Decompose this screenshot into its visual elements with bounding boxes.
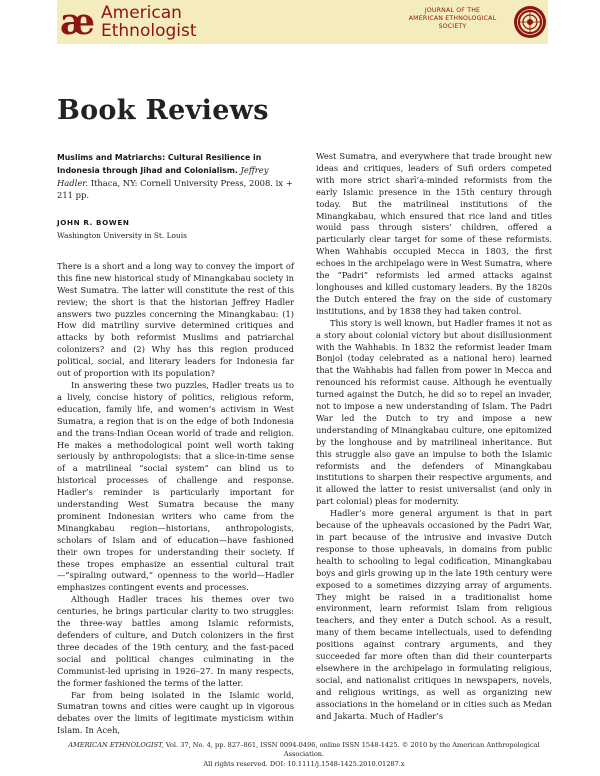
left-paragraph-3: Although Hadler traces his themes over two centuries, he brings particular clarity to two struggles: the three-way battles among Islamic reformists, defenders of culture, and Dutch colonizers in the first three decades of the 19th century, and the fast-paced social and political changes culminating in the Communist-led uprising in 1926–27. In many respects, the former fashioned the terms of the latter. — [57, 594, 294, 688]
society-caption — [395, 7, 510, 31]
book-publication: Ithaca, NY: Cornell University Press, 2008. ix + 211 pp. — [57, 178, 293, 200]
right-paragraph-1: West Sumatra, and everywhere that trade brought new ideas and critiques, leaders of Sufi orders competed with more strict sharī‘a-minded reformists from the early Islamic presence in the 15th century through today. But the matrilineal institutions of the Minangkabau, which ensured that rice land and titles would pass through sisters’ children, offered a particularly clear target for some of these reformists. When Wahhabis occupied Mecca in 1803, the first echoes in the archipelago were in West Sumatra, where the “Padri” reformists led armed attacks against longhouses and killed customary leaders. By the 1820s the Dutch entered the fray on the side of customary institutions, and by 1838 they had taken control. — [316, 151, 552, 316]
right-paragraph-2: This story is well known, but Hadler frames it not as a story about colonial victory but about disillusionment with the Wahhabis. In 1832 the reformist leader Imam Bonjol (today celebrated as a national hero) learned that the Wahhabis had fallen from power in Mecca and renounced his reformist cause. Although he eventually turned against the Dutch, he did so to repel an invader, not to impose a new understanding of Islam. The Padri War led the Dutch to try and impose a new understanding of Minangkabau culture, one epitomized by the longhouse and by matrilineal inheritance. But this struggle also gave an impulse to both the Islamic reformists and the defenders of Minangkabau institutions to sharpen their respective arguments, and it allowed the latter to resist universalist (and only in part colonial) pleas for modernity. — [316, 317, 552, 507]
society-seal-icon — [513, 5, 547, 39]
reviewer-affiliation: Washington University in St. Louis — [57, 230, 187, 240]
right-column — [316, 151, 552, 723]
journal-logo-mark: æ — [60, 1, 93, 43]
reviewer-name: JOHN R. BOWEN — [57, 218, 130, 227]
society-line2: AMERICAN ETHNOLOGICAL — [408, 15, 497, 22]
footer-line1 — [57, 741, 551, 760]
left-paragraph-4: Far from being isolated in the Islamic world, Sumatran towns and cities were caught up in vigorous debates over the limits of legitimate mysticism within Islam. In Aceh, — [57, 689, 294, 736]
footer-journal-name: AMERICAN ETHNOLOGIST, — [68, 741, 164, 749]
book-author: Jeffrey Hadler. — [57, 165, 269, 188]
page-footer — [57, 741, 551, 769]
footer-citation: Vol. 37, No. 4, pp. 827–861, ISSN 0094-0496, online ISSN 1548-1425. © 2010 by the American Anthropological Association. — [165, 741, 540, 759]
right-paragraph-3: Hadler’s more general argument is that in part because of the upheavals occasioned by the Padri War, in part because of the intrusive and invasive Dutch response to those upheavals, in domains from public health to schooling to legal codification, Minangkabau boys and girls growing up in the late 19th century were exposed to a sometimes dizzying array of arguments. They might be raised in a traditionalist home environment, learn reformist Islam from religious teachers, and they enter a Dutch school. As a result, many of them became intellectuals, used to defending positions against contrary arguments, and they succeeded far more often than did their counterparts elsewhere in the archipelago in formulating religious, social, and nationalist critiques in newspapers, novels, and religious writings, as well as organizing new associations in the homeland or in cities such as Medan and Jakarta. Much of Hadler’s — [316, 508, 552, 721]
book-title: Muslims and Matriarchs: Cultural Resilience in Indonesia through Jihad and Colonialism. — [57, 153, 262, 175]
left-paragraph-2: In answering these two puzzles, Hadler treats us to a lively, concise history of politics, religious reform, education, family life, and women’s activism in West Sumatra, a region that is on the edge of both Indonesia and the trans-Indian Ocean world of trade and religion. He makes a methodological point well worth taking seriously by anthropologists: that a slice-in-time sense of a matrilineal “social system” can blind us to historical processes of challenge and response. Hadler’s reminder is particularly important for understanding West Sumatra because the many prominent Indonesian writers who came from the Minangkabau region—historians, anthropologists, scholars of Islam and of education—have fashioned their own tropes for understanding their society. If these tropes emphasize an essential cultural trait—“spiraling outward,” openness to the world—Hadler emphasizes contingent events and processes. — [57, 379, 294, 593]
page-title: Book Reviews — [57, 95, 269, 126]
society-line1: JOURNAL OF THE — [424, 7, 481, 14]
society-line3: SOCIETY — [438, 23, 467, 30]
journal-name-line2: Ethnologist — [101, 21, 197, 41]
left-paragraph-1: There is a short and a long way to convey the import of this fine new historical study of Minangkabau society in West Sumatra. The latter will constitute the rest of this review; the short is that the historian Jeffrey Hadler answers two puzzles concerning the Minangkabau: (1) How did matriliny survive determined critiques and attacks by both reformist Muslims and patriarchal colonizers? and (2) Why has this region produced political, social, and literary leaders for Indonesia far out of proportion with its population? — [57, 260, 294, 379]
journal-name-line1: American — [101, 3, 182, 23]
left-column — [57, 151, 294, 737]
book-reference — [57, 151, 294, 201]
footer-line2: All rights reserved. DOI: 10.1111/j.1548-1425.2010.01287.x — [203, 759, 405, 768]
